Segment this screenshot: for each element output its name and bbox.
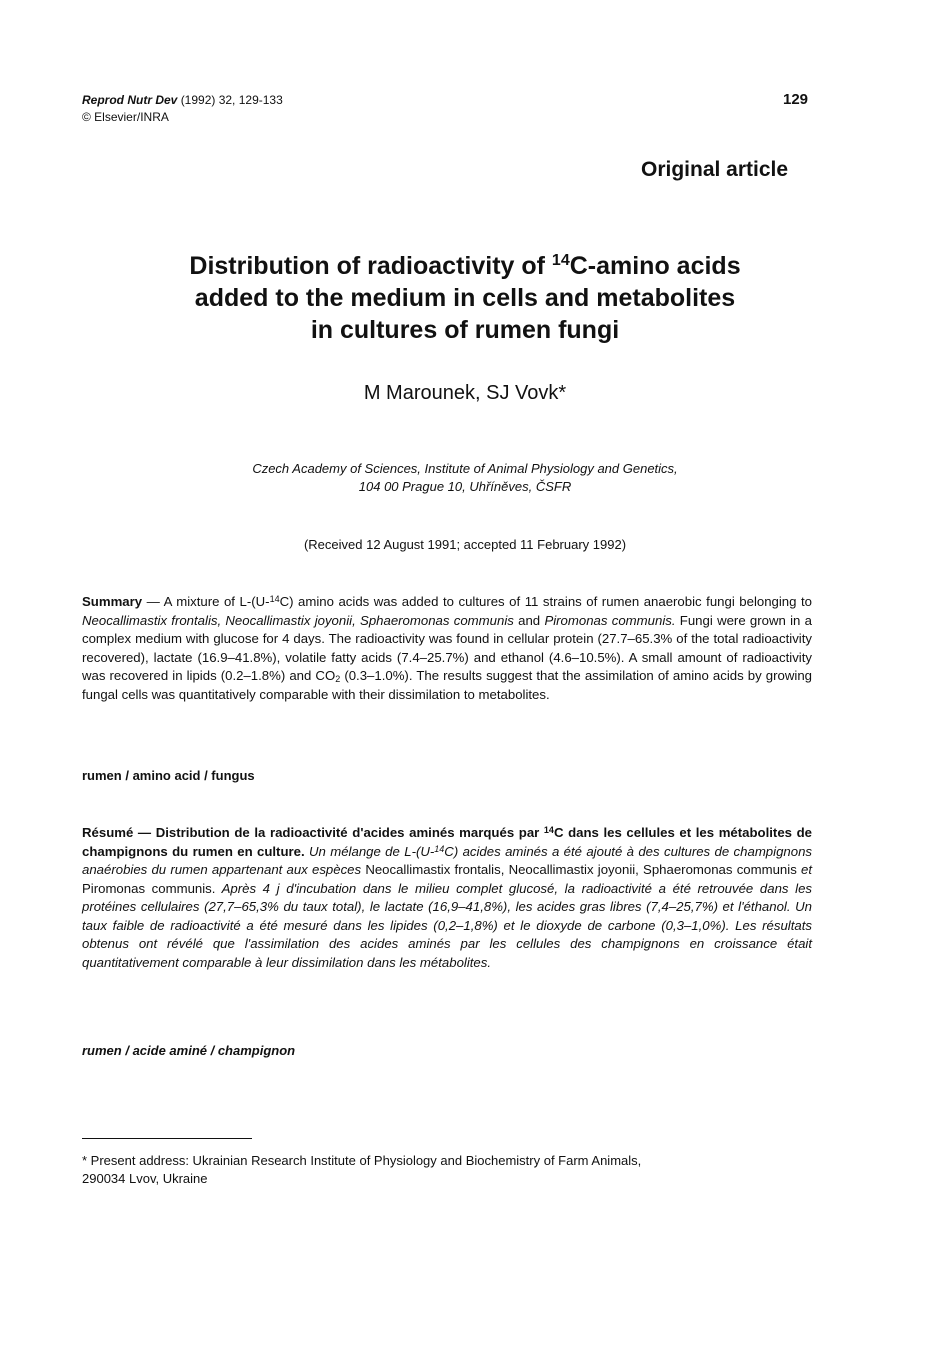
mots-cles: rumen / acide aminé / champignon bbox=[82, 1043, 296, 1058]
keywords: rumen / amino acid / fungus bbox=[82, 768, 255, 783]
footnote-rule bbox=[82, 1138, 252, 1139]
footnote-line-1: * Present address: Ukrainian Research Institute of Physiology and Biochemistry of Farm Animals, bbox=[82, 1153, 642, 1168]
summary-paragraph: Summary — A mixture of L-(U-$^{14}$C) amino acids was added to cultures of 11 strains of rumen anaerobic fungi belonging to Neocallimastix frontalis, Neocallimastix joyonii, Sphaeromonas communis and Piromonas communis. Fungi were grown in a complex medium with glucose for 4 days. The radioactivity was found in cellular protein (27.7–65.3% of the total radioactivity recovered), lactate (16.9–41.8%), volatile fatty acids (7.4–25.7%) and ethanol (4.6–10.5%). A small amount of radioactivity was recovered in lipids (0.2–1.8%) and $CO_2$ (0.3–1.0%). The results suggest that the assimilation of amino acids by growing fungal cells was quantitatively comparable with their dissimilation to metabolites. bbox=[82, 594, 813, 702]
footnote-line-2: 290034 Lvov, Ukraine bbox=[82, 1171, 208, 1186]
citation-line bbox=[82, 92, 283, 109]
citation-details: (1992) 32, 129-133 bbox=[180, 93, 283, 107]
species-list: Neocallimastix frontalis, Neocallimastix joyonii, Sphaeromonas communis bbox=[82, 612, 514, 628]
species-name: Piromonas communis. bbox=[544, 612, 676, 628]
title-line-2: added to the medium in cells and metabolites bbox=[194, 284, 736, 312]
copyright: © Elsevier/INRA bbox=[82, 110, 169, 124]
section-label: Original article bbox=[641, 158, 789, 181]
received-dates: (Received 12 August 1991; accepted 11 February 1992) bbox=[303, 537, 627, 552]
affiliation bbox=[80, 460, 850, 496]
species-name: Piromonas communis. bbox=[82, 880, 216, 896]
journal-name: Reprod Nutr Dev bbox=[82, 93, 178, 107]
article-title bbox=[80, 250, 850, 346]
title-line-3: in cultures of rumen fungi bbox=[310, 316, 620, 344]
species-list: Neocallimastix frontalis, Neocallimastix joyonii, Sphaeromonas communis bbox=[365, 862, 797, 877]
affiliation-line-2: 104 00 Prague 10, Uhříněves, ČSFR bbox=[358, 479, 572, 494]
summary-label: Summary bbox=[82, 594, 143, 609]
resume-title: Distribution de la radioactivité d'acides aminés marqués par bbox=[155, 825, 544, 840]
resume-paragraph: Résumé — Distribution de la radioactivité d'acides aminés marqués par $^{14}$C dans les cellules et les métabolites de champignons du rumen en culture. Un mélange de L-(U-$^{14}$C) acides aminés a été ajouté à des cultures de champignons anaérobies du rumen appartenant aux espèces Neocallimastix frontalis, Neocallimastix joyonii, Sphaeromonas communis et Piromonas communis. Après 4 j d'incubation dans le milieu complet glucosé, la radioactivité a été retrouvée dans les protéines cellulaires (27,7–65,3% du taux total), le lactate (16,9–41,8%), les acides gras libres (7,4–25,7%) et l'éthanol. Un taux faible de radioactivité a été mesuré dans les lipides (0,2–1,8%) et le dioxyde de carbone (0,3–1,0%). Les résultats obtenus ont révélé que l'assimilation des acides aminés par les cellules des champignons en croissance était quantitativement comparable à leur dissimilation dans les métabolites. bbox=[82, 825, 813, 970]
footnote bbox=[82, 1152, 822, 1188]
title-line-1: Distribution of radioactivity of $^{14}$C-amino acids bbox=[189, 252, 741, 280]
resume-label: Résumé bbox=[82, 825, 134, 840]
affiliation-line-1: Czech Academy of Sciences, Institute of Animal Physiology and Genetics, bbox=[252, 461, 678, 476]
authors: M Marounek, SJ Vovk* bbox=[363, 382, 567, 404]
page-number: 129 bbox=[783, 91, 809, 108]
running-header bbox=[82, 92, 283, 126]
